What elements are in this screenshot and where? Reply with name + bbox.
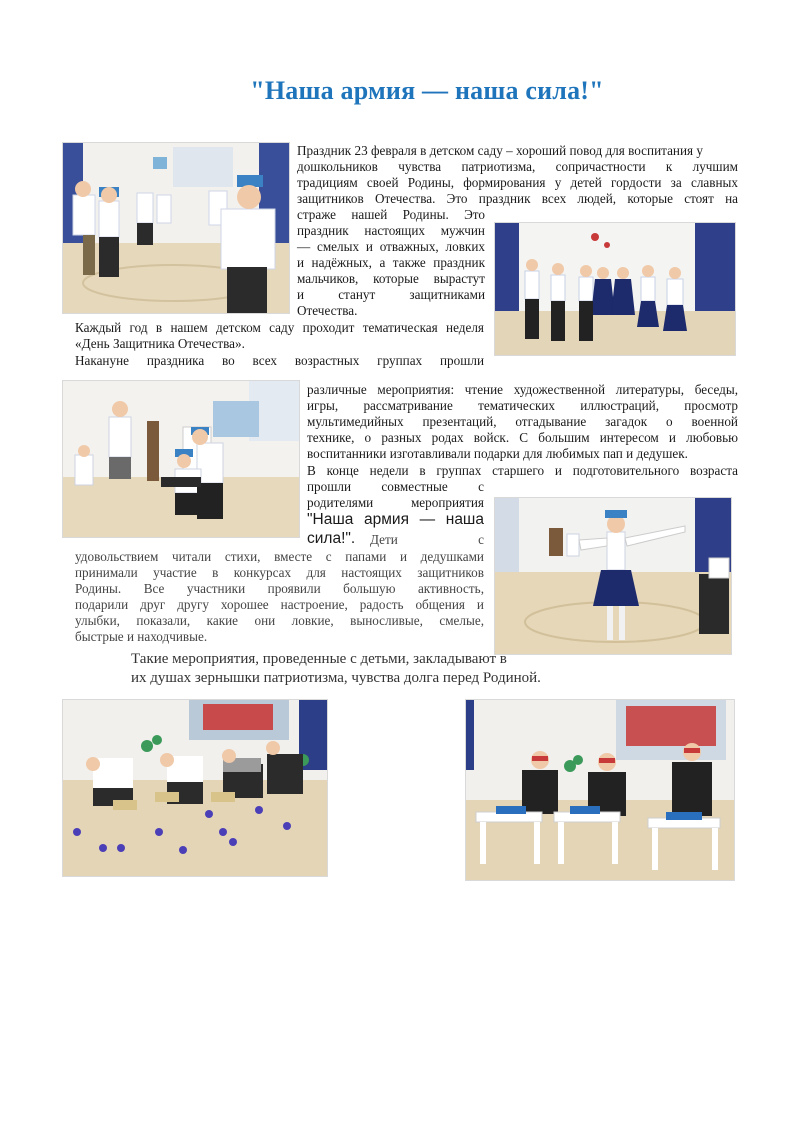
paragraph-intro-line-7: — смелых и отважных, ловких	[297, 239, 485, 254]
paragraph-activities-line-5: технике, о разных родах войск. С большим интересом и любовью	[307, 430, 738, 445]
paragraph-fun-line-1: удовольствием читали стихи, вместе с папами и дедушками	[75, 549, 484, 564]
paragraph-fun-line-5: улыбки, показали, какие они ловкие, выносливые, смелые,	[75, 613, 484, 628]
paragraph-event-line-2: прошли совместные с	[307, 479, 484, 494]
paragraph-activities-line-3: игры, рассматривание тематических иллюстраций, просмотр	[307, 398, 738, 413]
paragraph-week-line-1: Каждый год в нашем детском саду проходит тематическая неделя	[75, 320, 484, 335]
paragraph-fun-line-6: быстрые и находчивые.	[75, 629, 208, 644]
paragraph-fun-line-4: подарили друг другу хорошее настроение, радость общения и	[75, 597, 484, 612]
paragraph-fun-line-3: Родины. Все участники проявили большую активность,	[75, 581, 484, 596]
paragraph-intro-line-11: Отечества.	[297, 303, 358, 318]
paragraph-intro-line-3: традициям своей Родины, формирования у детей гордости за славных	[297, 175, 738, 190]
paragraph-intro-line-10: и станут защитниками	[297, 287, 485, 302]
photo-fathers-tables-image	[466, 700, 734, 880]
photo-fathers-tables	[465, 699, 735, 881]
paragraph-activities-line-4: мультимедийных презентаций, отгадывание загадок о военной	[307, 414, 738, 429]
paragraph-activities-line-6: воспитанники изготавливали подарки для любимых пап и дедушек.	[307, 446, 688, 461]
paragraph-event-line-5a: сила!".	[307, 530, 356, 547]
photo-children-uniforms	[62, 142, 290, 314]
paragraph-event-line-4: "Наша армия — наша	[307, 511, 484, 528]
paragraph-event-line-1: В конце недели в группах старшего и подготовительного возраста	[307, 463, 738, 478]
photo-fathers-contest	[62, 699, 328, 877]
paragraph-activities-line-1: Накануне праздника во всех возрастных группах прошли	[75, 353, 484, 368]
photo-children-sailors-image	[495, 223, 735, 355]
paragraph-intro-line-2: дошкольников чувства патриотизма, сопричастности к лучшим	[297, 159, 738, 174]
page-title: "Наша армия — наша сила!"	[250, 76, 604, 105]
paragraph-event-line-3: родителями мероприятия	[307, 495, 484, 510]
paragraph-closing-line-2: их душах зернышки патриотизма, чувства долга перед Родиной.	[131, 670, 541, 686]
paragraph-week-line-2: «День Защитника Отечества».	[75, 336, 245, 351]
paragraph-activities-line-2: различные мероприятия: чтение художественной литературы, беседы,	[307, 382, 738, 397]
photo-children-sailors	[494, 222, 736, 356]
photo-girl-dancing	[494, 497, 732, 655]
paragraph-intro-line-6: праздник настоящих мужчин	[297, 223, 485, 238]
photo-boy-kneeling	[62, 380, 300, 538]
paragraph-event-line-5b: Дети с	[370, 532, 484, 547]
photo-fathers-contest-image	[63, 700, 327, 876]
photo-girl-dancing-image	[495, 498, 731, 654]
photo-children-uniforms-image	[63, 143, 289, 313]
photo-boy-kneeling-image	[63, 381, 299, 537]
paragraph-fun-line-2: принимали участие в конкурсах для настоящих защитников	[75, 565, 484, 580]
paragraph-intro-line-9: мальчиков, которые вырастут	[297, 271, 485, 286]
paragraph-intro-line-1: Праздник 23 февраля в детском саду – хороший повод для воспитания у	[297, 143, 704, 158]
paragraph-intro-line-8: и надёжных, а также праздник	[297, 255, 485, 270]
paragraph-intro-line-4: защитников Отечества. Это праздник всех людей, которые стоят на	[297, 191, 738, 206]
paragraph-closing-line-1: Такие мероприятия, проведенные с детьми, закладывают в	[131, 651, 507, 667]
paragraph-intro-line-5: страже нашей Родины. Это	[297, 207, 485, 222]
